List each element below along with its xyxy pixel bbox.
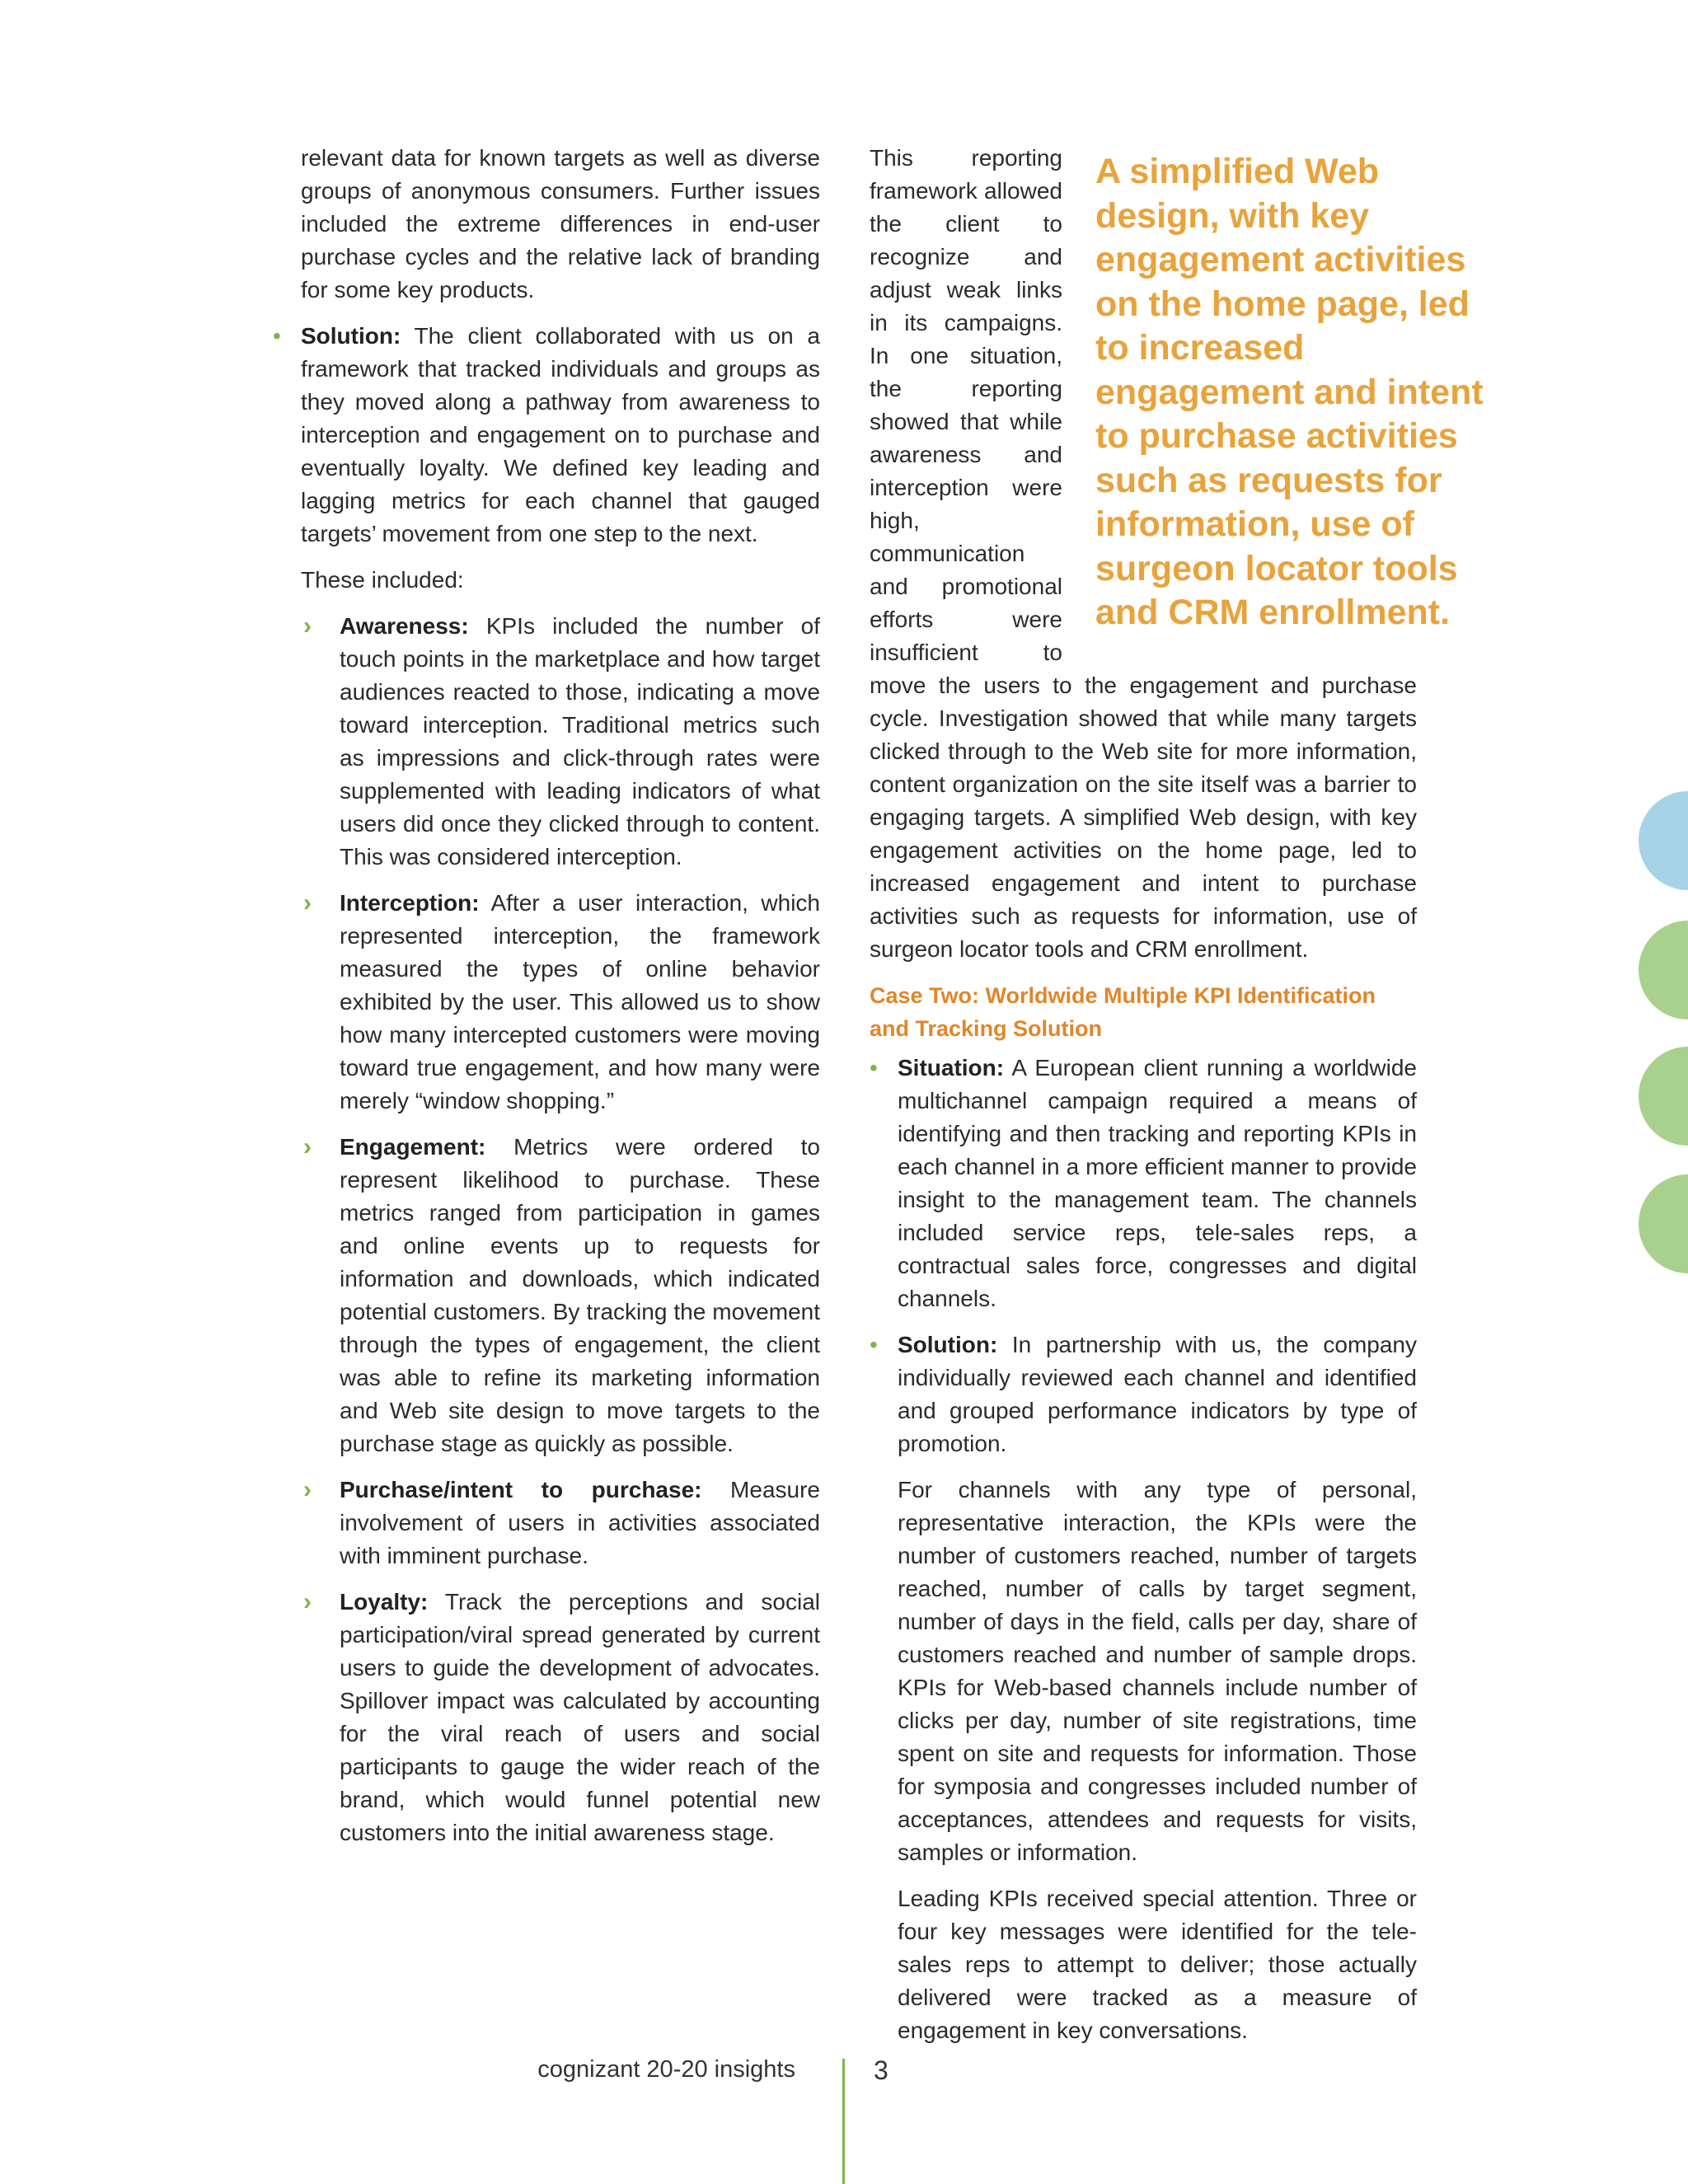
situation-bullet bbox=[870, 1052, 1417, 1315]
list-item-label: Awareness: bbox=[340, 613, 469, 639]
solution-bullet bbox=[273, 320, 820, 551]
situation-text: A European client running a worldwide multichannel campaign required a means of identifying and then tracking and reporting KPIs in each channel in a more efficient manner to provide insight to the management team. The channels included service reps, tele-sales reps, a contractual sales force, congresses and digital channels. bbox=[898, 1055, 1417, 1311]
left-intro-paragraph: relevant data for known targets as well as diverse groups of anonymous consumers. Further issues included the extreme differences in end-user purchase cycles and the relative lack of branding for some key products. bbox=[301, 145, 820, 302]
list-item-text: KPIs included the number of touch points in the marketplace and how target audiences reacted to those, indicating a move toward interception. Traditional metrics such as impressions and click-through rates were supplemented with leading indicators of what users did once they clicked through to content. This was considered interception. bbox=[340, 613, 820, 869]
chevron-right-icon: › bbox=[303, 1133, 312, 1160]
footer-divider bbox=[842, 2059, 845, 2184]
case-two-heading: Case Two: Worldwide Multiple KPI Identification and Tracking Solution bbox=[870, 983, 1376, 1041]
list-item-text: Metrics were ordered to represent likelihood to purchase. These metrics ranged from participation in games and online events up to requests for information and downloads, which indicated potential customers. By tracking the movement through the types of engagement, the client was able to refine its marketing information and Web site design to move targets to the purchase stage as quickly as possible. bbox=[340, 1134, 820, 1456]
list-item-awareness bbox=[303, 610, 820, 874]
decorative-blue-circle bbox=[1639, 791, 1688, 890]
bullet-dot-icon: • bbox=[273, 323, 281, 349]
solution-label: Solution: bbox=[301, 323, 401, 349]
case-solution-bullet bbox=[870, 1329, 1417, 1460]
chevron-right-icon: › bbox=[303, 1476, 312, 1503]
list-item-label: Engagement: bbox=[340, 1134, 486, 1160]
solution-text: The client collaborated with us on a framework that tracked individuals and groups as they moved along a pathway from awareness to interception and engagement on to purchase and eventually loyalty. We defined key leading and lagging metrics for each channel that gauged targets’ movement from one step to the next. bbox=[301, 323, 820, 546]
leading-kpis-paragraph: Leading KPIs received special attention. Three or four key messages were identified for the tele-sales reps to attempt to deliver; those actually delivered were tracked as a measure of engagement in key conversations. bbox=[898, 1886, 1417, 2043]
list-item-engagement bbox=[303, 1131, 820, 1460]
list-item-text: Measure involvement of users in activities associated with imminent purchase. bbox=[340, 1477, 820, 1568]
footer-brand: cognizant 20-20 insights bbox=[537, 2056, 795, 2083]
channels-paragraph: For channels with any type of personal, representative interaction, the KPIs were the number of customers reached, number of targets reached, number of calls by target segment, number of days in the field, calls per day, share of customers reached and number of sample drops. KPIs for Web-based channels include number of clicks per day, number of site registrations, time spent on site and requests for information. Those for symposia and congresses included number of acceptances, attendees and requests for visits, samples or information. bbox=[898, 1477, 1417, 1865]
list-item-label: Purchase/intent to purchase: bbox=[340, 1477, 702, 1502]
decorative-green-circle bbox=[1639, 1174, 1688, 1273]
reporting-paragraph bbox=[870, 142, 1484, 966]
list-item-label: Loyalty: bbox=[340, 1589, 429, 1615]
case-solution-text: In partnership with us, the company individually reviewed each channel and identified and grouped performance indicators by type of promotion. bbox=[898, 1332, 1417, 1456]
list-item-loyalty bbox=[303, 1586, 820, 1849]
list-item-interception bbox=[303, 887, 820, 1118]
chevron-right-icon: › bbox=[303, 889, 312, 916]
left-column bbox=[273, 142, 820, 1863]
list-item-text: After a user interaction, which represented interception, the framework measured the types of online behavior exhibited by the user. This allowed us to show how many intercepted customers were moving toward true engagement, and how many were merely “window shopping.” bbox=[340, 890, 820, 1113]
these-included: These included: bbox=[301, 567, 464, 593]
reporting-text: This reporting framework allowed the client to recognize and adjust weak links in its campaigns. In one situation, the reporting showed that while awareness and interception were high, communication and promotional efforts were insufficient to move the users to the engagement and purchase cycle. Investigation showed that while many targets clicked through to the Web site for more information, content organization on the site itself was a barrier to engaging targets. A simplified Web design, with key engagement activities on the home page, led to increased engagement and intent to purchase activities such as requests for information, use of surgeon locator tools and CRM enrollment. bbox=[870, 145, 1417, 962]
bullet-dot-icon: • bbox=[870, 1055, 878, 1080]
list-item-text: Track the perceptions and social participation/viral spread generated by current users to guide the development of advocates. Spillover impact was calculated by accounting for the viral reach of users and social participants to gauge the wider reach of the brand, which would funnel potential new customers into the initial awareness stage. bbox=[340, 1589, 820, 1845]
list-item-label: Interception: bbox=[340, 890, 480, 916]
chevron-right-icon: › bbox=[303, 1588, 312, 1615]
page-number: 3 bbox=[874, 2055, 889, 2085]
decorative-green-circle bbox=[1639, 921, 1688, 1019]
decorative-green-circle bbox=[1639, 1047, 1688, 1146]
right-column bbox=[870, 142, 1484, 2060]
situation-label: Situation: bbox=[898, 1055, 1005, 1080]
list-item-purchase bbox=[303, 1474, 820, 1572]
bullet-dot-icon: • bbox=[870, 1332, 878, 1357]
pull-quote: A simplified Web design, with key engagement activities on the home page, led to increased engagement and intent to purchase activities such as requests for information, use of surgeon locator tools and CRM enrollment. bbox=[1095, 152, 1484, 632]
case-solution-label: Solution: bbox=[898, 1332, 998, 1357]
chevron-right-icon: › bbox=[303, 612, 312, 640]
